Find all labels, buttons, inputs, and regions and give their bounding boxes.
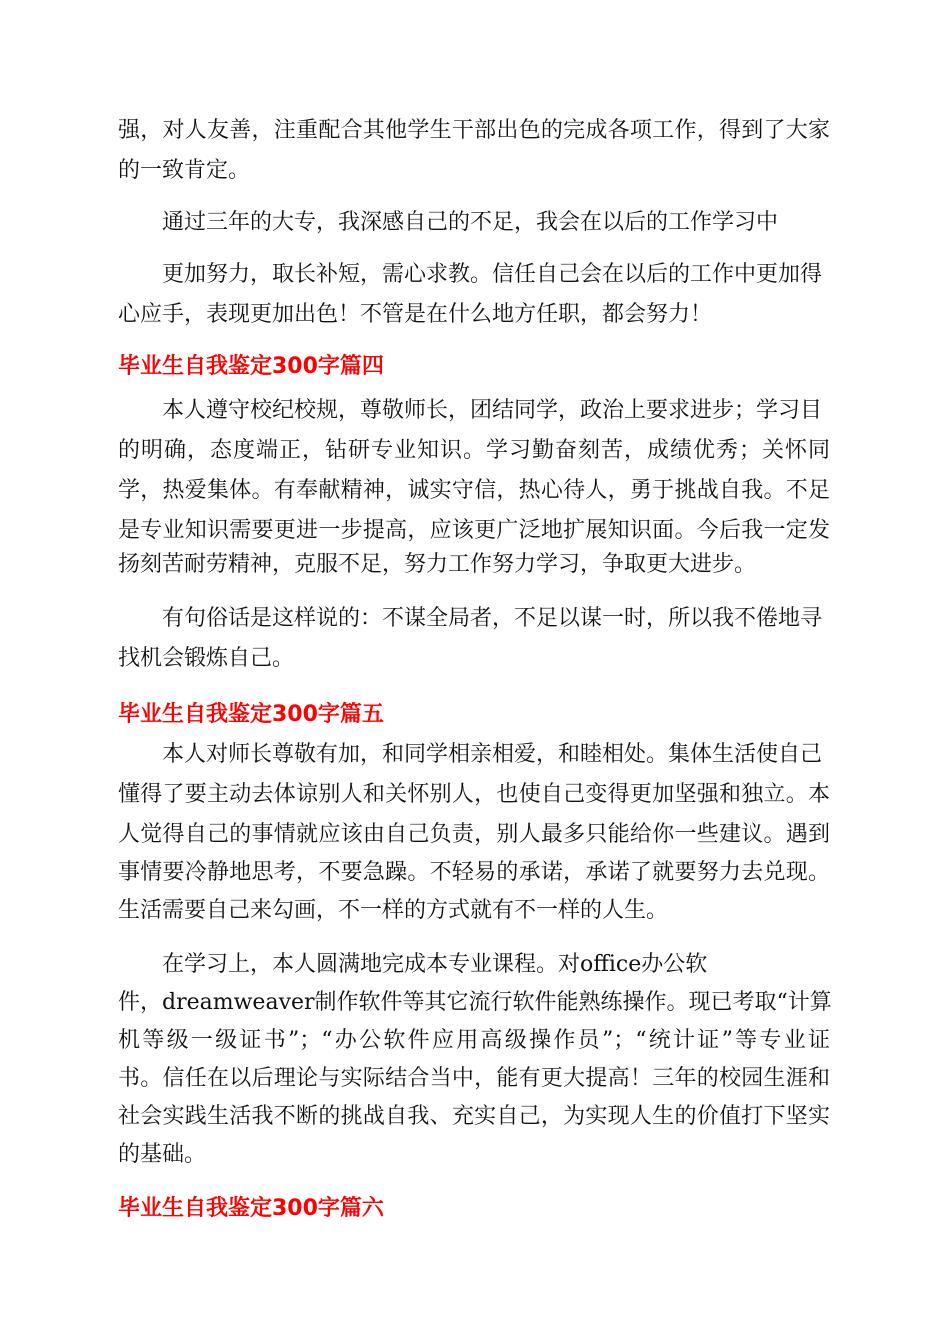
paragraph-line: 的一致肯定。 bbox=[118, 158, 251, 183]
paragraph-line: 学，热爱集体。有奉献精神，诚实守信，热心待人，勇于挑战自我。不足 bbox=[118, 478, 830, 503]
paragraph-line: 强，对人友善，注重配合其他学生干部出色的完成各项工作，得到了大家 bbox=[118, 118, 830, 143]
paragraph-line: 通过三年的大专，我深感自己的不足，我会在以后的工作学习中 bbox=[162, 210, 779, 235]
paragraph-line: 有句俗话是这样说的：不谋全局者，不足以谋一时，所以我不倦地寻 bbox=[162, 606, 823, 631]
paragraph-line: 机等级一级证书”；“办公软件应用高级操作员”；“统计证”等专业证 bbox=[118, 1028, 830, 1053]
paragraph-line: 心应手，表现更加出色！不管是在什么地方任职，都会努力！ bbox=[118, 302, 713, 327]
paragraph-line: 人觉得自己的事情就应该由自己负责，别人最多只能给你一些建议。遇到 bbox=[118, 822, 830, 847]
paragraph-line: 扬刻苦耐劳精神，克服不足，努力工作努力学习，争取更大进步。 bbox=[118, 552, 757, 577]
paragraph-line: 的基础。 bbox=[118, 1142, 207, 1167]
paragraph-line: 事情要冷静地思考，不要急躁。不轻易的承诺，承诺了就要努力去兑现。 bbox=[118, 860, 830, 885]
paragraph-line: 社会实践生活我不断的挑战自我、充实自己，为实现人生的价值打下坚实 bbox=[118, 1104, 830, 1129]
paragraph-line: 生活需要自己来勾画，不一样的方式就有不一样的人生。 bbox=[118, 898, 669, 923]
paragraph-line: 更加努力，取长补短，需心求教。信任自己会在以后的工作中更加得 bbox=[162, 262, 823, 287]
paragraph-line: 书。信任在以后理论与实际结合当中，能有更大提高！三年的校园生涯和 bbox=[118, 1066, 830, 1091]
paragraph-line: 件，dreamweaver制作软件等其它流行软件能熟练操作。现已考取“计算 bbox=[118, 990, 832, 1015]
paragraph-line: 本人遵守校纪校规，尊敬师长，团结同学，政治上要求进步；学习目 bbox=[162, 398, 823, 423]
paragraph-line: 在学习上，本人圆满地完成本专业课程。对office办公软 bbox=[162, 952, 708, 977]
paragraph-line: 懂得了要主动去体谅别人和关怀别人，也使自己变得更加坚强和独立。本 bbox=[118, 782, 830, 807]
section-heading: 毕业生自我鉴定300字篇四 bbox=[118, 354, 384, 379]
paragraph-line: 找机会锻炼自己。 bbox=[118, 646, 295, 671]
section-heading: 毕业生自我鉴定300字篇六 bbox=[118, 1196, 384, 1221]
paragraph-line: 是专业知识需要更进一步提高，应该更广泛地扩展知识面。今后我一定发 bbox=[118, 518, 830, 543]
section-heading: 毕业生自我鉴定300字篇五 bbox=[118, 702, 384, 727]
paragraph-line: 的明确，态度端正，钻研专业知识。学习勤奋刻苦，成绩优秀；关怀同 bbox=[118, 438, 830, 463]
paragraph-line: 本人对师长尊敬有加，和同学相亲相爱，和睦相处。集体生活使自己 bbox=[162, 742, 823, 767]
